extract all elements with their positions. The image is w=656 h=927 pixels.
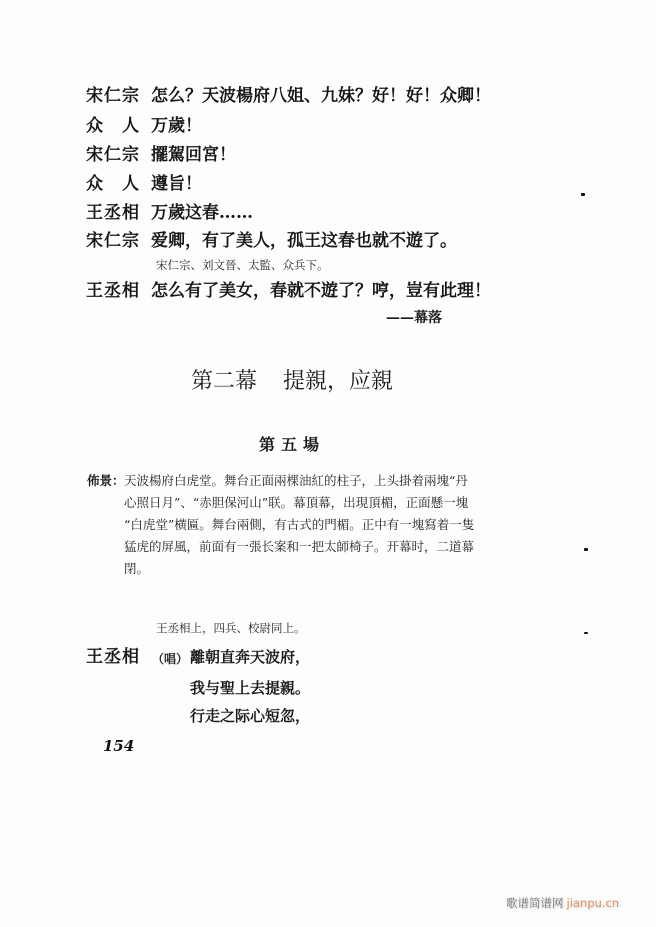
dialogue-line bbox=[86, 116, 536, 136]
speech-text: 万歲这春…… bbox=[151, 203, 253, 223]
dialogue-line bbox=[86, 174, 536, 194]
watermark bbox=[506, 895, 619, 911]
stage-direction: 王丞相上，四兵、校尉同上。 bbox=[156, 621, 306, 635]
setting-line: “白虎堂”横匾。舞台兩側，有古式的門楣。正中有一塊寫着一隻 bbox=[124, 517, 475, 532]
dialogue-line bbox=[86, 231, 536, 251]
setting-line: 天波楊府白虎堂。舞台正面兩棵油紅的柱子，上头掛着兩塊“丹 bbox=[124, 473, 468, 488]
speech-text: 怎么有了美女，春就不遊了？哼，豈有此理！ bbox=[151, 281, 491, 301]
lyric-line: 我与聖上去提親。 bbox=[190, 679, 311, 697]
speech-text: 遵旨！ bbox=[151, 174, 202, 194]
speaker-name: 王丞相 bbox=[86, 203, 140, 223]
dialogue-line bbox=[86, 203, 536, 223]
page-number: 154 bbox=[103, 737, 135, 755]
setting-line: 心照日月”、“赤胆保河山”联。幕頂幕，出現頂楣，正面懸一塊 bbox=[124, 495, 469, 510]
act-heading bbox=[191, 369, 393, 395]
scene-heading: 第五場 bbox=[259, 435, 326, 454]
dialogue-line bbox=[86, 145, 536, 165]
speaker-name: 众 人 bbox=[86, 174, 140, 194]
speech-text: 爱卿，有了美人，孤王这春也就不遊了。 bbox=[151, 231, 457, 251]
speaker-name: 王丞相 bbox=[86, 647, 140, 667]
dialogue-line bbox=[86, 281, 536, 301]
setting-body bbox=[124, 470, 507, 580]
setting-label: 佈景： bbox=[87, 473, 125, 488]
speech-text: 擺駕回宮！ bbox=[151, 145, 236, 165]
lyric-line: 行走之际心短忽， bbox=[190, 707, 311, 725]
scan-speck bbox=[584, 632, 588, 634]
sing-tag: （唱） bbox=[152, 652, 189, 666]
speaker-name: 宋仁宗 bbox=[86, 145, 140, 165]
speaker-name: 王丞相 bbox=[86, 281, 140, 301]
song-speaker-line bbox=[86, 647, 150, 667]
dialogue-line bbox=[86, 86, 536, 106]
speaker-name: 宋仁宗 bbox=[86, 86, 140, 106]
act-number: 第二幕 bbox=[191, 369, 258, 394]
speech-text: 万歲！ bbox=[151, 116, 202, 136]
stage-direction: 宋仁宗、刘文晉、太監、众兵下。 bbox=[156, 258, 329, 272]
watermark-url: jianpu.cn bbox=[566, 896, 620, 910]
speech-text: 怎么？天波楊府八姐、九妹？好！好！众卿！ bbox=[151, 86, 491, 106]
scan-speck bbox=[584, 548, 588, 551]
lyric-line: 離朝直奔天波府， bbox=[190, 648, 311, 666]
act-title: 提親，应親 bbox=[283, 369, 394, 394]
watermark-text: 歌谱简谱网 bbox=[506, 896, 564, 910]
speaker-name: 宋仁宗 bbox=[86, 231, 140, 251]
curtain-fall: ——幕落 bbox=[386, 310, 442, 326]
scan-speck bbox=[581, 193, 585, 196]
speaker-name: 众 人 bbox=[86, 116, 140, 136]
setting-line: 閉。 bbox=[124, 561, 150, 576]
setting-line: 猛虎的屏風，前面有一張长案和一把太師椅子。开幕时，二道幕 bbox=[124, 539, 475, 554]
